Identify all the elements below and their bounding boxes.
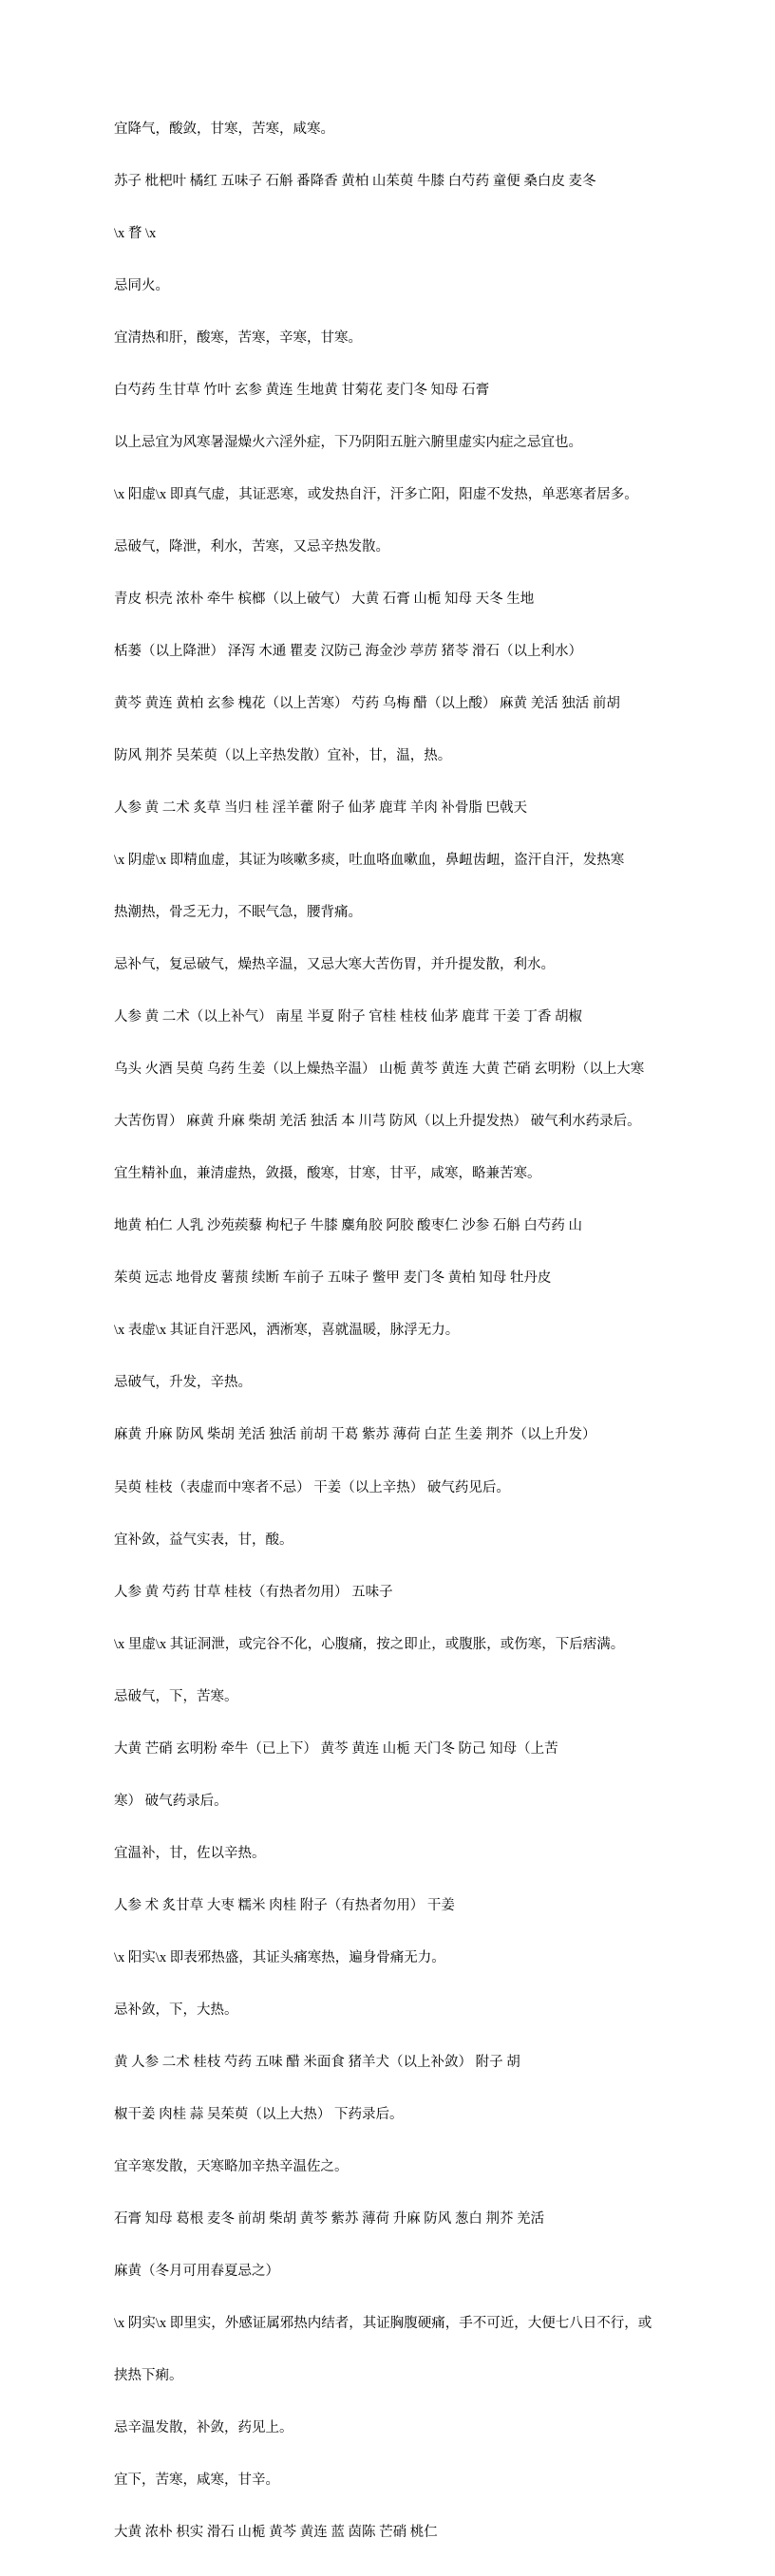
text-line: 宜清热和肝，酸寒，苦寒，辛寒，甘寒。 xyxy=(114,329,362,346)
text-line: 地黄 柏仁 人乳 沙苑蒺藜 枸杞子 牛膝 麋角胶 阿胶 酸枣仁 沙参 石斛 白芍药 山 xyxy=(114,1218,582,1234)
text-line: 椒干姜 肉桂 蒜 吴茱萸（以上大热） 下药录后。 xyxy=(114,2106,404,2122)
text-line: 以上忌宜为风寒暑湿燥火六淫外症，下乃阴阳五脏六腑里虚实内症之忌宜也。 xyxy=(114,434,582,450)
text-line: 宜补敛，益气实表，甘，酸。 xyxy=(114,1532,293,1548)
text-line: \x 里虚\x 其证洞泄，或完谷不化，心腹痛，按之即止，或腹胀，或伤寒，下后痞满。 xyxy=(114,1636,625,1652)
text-line: 人参 黄 芍药 甘草 桂枝（有热者勿用） 五味子 xyxy=(114,1584,393,1600)
text-line: \x 阴虚\x 即精血虚，其证为咳嗽多痰，吐血咯血嗽血，鼻衄齿衄，盗汗自汗，发热寒 xyxy=(114,853,625,869)
text-line: 忌辛温发散，补敛，药见上。 xyxy=(114,2420,293,2436)
text-line: 大苦伤胃） 麻黄 升麻 柴胡 羌活 独活 本 川芎 防风（以上升提发热） 破气利水药录后。 xyxy=(114,1114,641,1130)
text-line: 白芍药 生甘草 竹叶 玄参 黄连 生地黄 甘菊花 麦门冬 知母 石膏 xyxy=(114,382,490,398)
text-line: \x 阳虚\x 即真气虚，其证恶寒，或发热自汗，汗多亡阳，阳虚不发热，单恶寒者居多。 xyxy=(114,486,638,502)
text-line: 人参 黄 二术 炙草 当归 桂 淫羊藿 附子 仙茅 鹿茸 羊肉 补骨脂 巴戟天 xyxy=(114,800,527,817)
text-line: 宜下，苦寒，咸寒，甘辛。 xyxy=(114,2473,279,2489)
text-line: \x 表虚\x 其证自汗恶风，洒淅寒，喜就温暖，脉浮无力。 xyxy=(114,1323,460,1339)
text-line: 宜生精补血，兼清虚热，敛摄，酸寒，甘寒，甘平，咸寒，略兼苦寒。 xyxy=(114,1166,541,1182)
text-line: 寒） 破气药录后。 xyxy=(114,1793,228,1809)
text-line: 黄芩 黄连 黄柏 玄参 槐花（以上苦寒） 芍药 乌梅 醋（以上酸） 麻黄 羌活 独活 前胡 xyxy=(114,696,620,712)
text-line: 黄 人参 二术 桂枝 芍药 五味 醋 米面食 猪羊犬（以上补敛） 附子 胡 xyxy=(114,2054,520,2070)
text-line: \x 瞀 \x xyxy=(114,225,157,241)
text-line: 石膏 知母 葛根 麦冬 前胡 柴胡 黄芩 紫苏 薄荷 升麻 防风 葱白 荆芥 羌活 xyxy=(114,2210,545,2227)
text-line: 宜降气，酸敛，甘寒，苦寒，咸寒。 xyxy=(114,121,334,137)
text-line: 忌补敛，下，大热。 xyxy=(114,2002,238,2018)
text-line: 苏子 枇杷叶 橘红 五味子 石斛 番降香 黄柏 山茱萸 牛膝 白芍药 童便 桑白皮 麦冬 xyxy=(114,173,596,189)
text-line: 麻黄 升麻 防风 柴胡 羌活 独活 前胡 干葛 紫苏 薄荷 白芷 生姜 荆芥（以上升发） xyxy=(114,1427,596,1443)
text-line: 栝蒌（以上降泄） 泽泻 木通 瞿麦 汉防己 海金沙 葶苈 猪苓 滑石（以上利水） xyxy=(114,644,582,659)
text-line: 忌同火。 xyxy=(114,277,169,293)
text-line: 热潮热，骨乏无力，不眠气急，腰背痛。 xyxy=(114,905,362,921)
text-line: 宜温补，甘，佐以辛热。 xyxy=(114,1845,266,1861)
text-block xyxy=(114,85,703,2576)
text-line: 大黄 芒硝 玄明粉 牵牛（已上下） 黄芩 黄连 山栀 天门冬 防己 知母（上苦 xyxy=(114,1740,558,1757)
text-line: 人参 术 炙甘草 大枣 糯米 肉桂 附子（有热者勿用） 干姜 xyxy=(114,1897,455,1913)
text-line: 防风 荆芥 吴茱萸（以上辛热发散）宜补，甘，温，热。 xyxy=(114,748,452,764)
text-line: 青皮 枳壳 浓朴 牵牛 槟榔（以上破气） 大黄 石膏 山栀 知母 天冬 生地 xyxy=(114,591,535,607)
text-line: 忌破气，升发，辛热。 xyxy=(114,1375,252,1391)
text-line: 茱萸 远志 地骨皮 薯蓣 续断 车前子 五味子 鳖甲 麦门冬 黄柏 知母 牡丹皮 xyxy=(114,1270,552,1287)
text-line: 人参 黄 二术（以上补气） 南星 半夏 附子 官桂 桂枝 仙茅 鹿茸 干姜 丁香 胡椒 xyxy=(114,1009,582,1025)
text-line: 乌头 火酒 吴萸 乌药 生姜（以上燥热辛温） 山栀 黄芩 黄连 大黄 芒硝 玄明粉（以上大寒 xyxy=(114,1062,645,1078)
text-line: 忌补气，复忌破气，燥热辛温，又忌大寒大苦伤胃，并升提发散，利水。 xyxy=(114,957,555,973)
text-line: \x 阳实\x 即表邪热盛，其证头痛寒热，遍身骨痛无力。 xyxy=(114,1949,445,1965)
text-line: \x 阴实\x 即里实，外感证属邪热内结者，其证胸腹硬痛，手不可近，大便七八日不行，或 xyxy=(114,2316,652,2331)
text-line: 宜辛寒发散，天寒略加辛热辛温佐之。 xyxy=(114,2158,349,2174)
text-line: 麻黄（冬月可用春夏忌之） xyxy=(114,2263,279,2279)
text-line: 大黄 浓朴 枳实 滑石 山栀 黄芩 黄连 蓝 茵陈 芒硝 桃仁 xyxy=(114,2525,438,2541)
text-line: 忌破气，降泄，利水，苦寒，又忌辛热发散。 xyxy=(114,538,389,555)
text-line: 挟热下痢。 xyxy=(114,2368,183,2384)
text-line: 忌破气，下，苦寒。 xyxy=(114,1688,238,1704)
text-line: 吴萸 桂枝（表虚而中寒者不忌） 干姜（以上辛热） 破气药见后。 xyxy=(114,1479,510,1495)
